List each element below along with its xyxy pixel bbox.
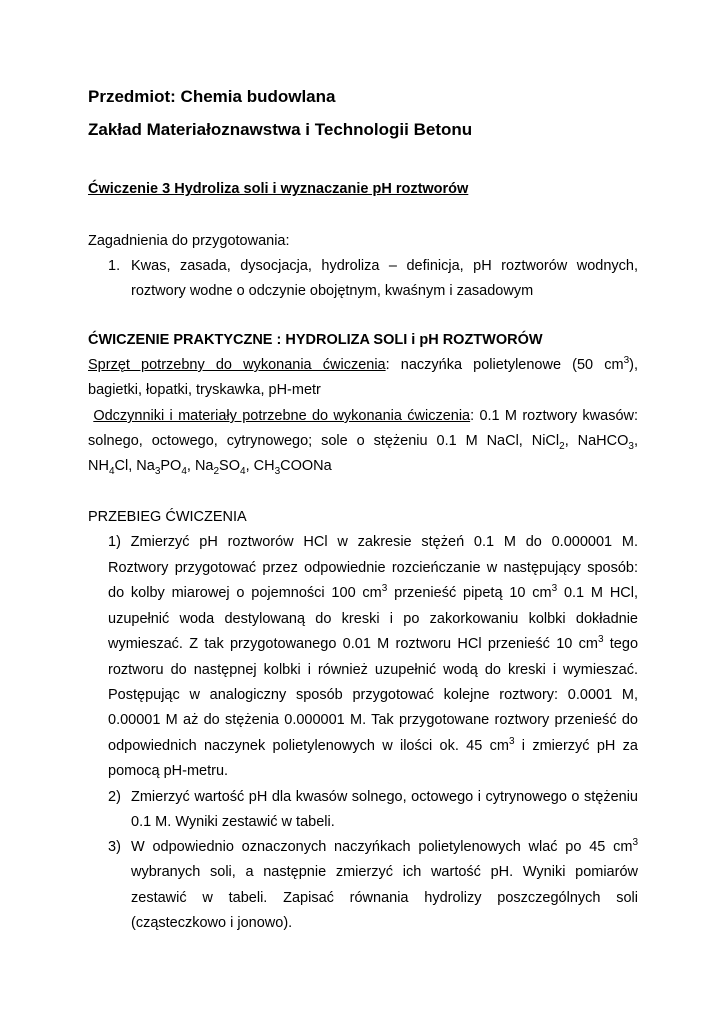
preparation-item-number: 1.	[108, 258, 121, 274]
exercise-title: Ćwiczenie 3 Hydroliza soli i wyznaczanie pH roztworów	[88, 181, 469, 197]
procedure-step-number: 3)	[108, 839, 121, 855]
procedure-step-line: Roztwory przygotować przez odpowiednie rozcieńczanie w następujący sposób:	[108, 560, 638, 576]
preparation-item-line: roztwory wodne o odczynie obojętnym, kwaśnym i zasadowym	[131, 283, 534, 299]
preparation-heading: Zagadnienia do przygotowania:	[88, 233, 290, 249]
reagents-line: $NH_4Cl$, $Na_3PO_4$, $Na_2SO_4$, $CH_3COONa$	[88, 458, 332, 477]
preparation-item-line: Kwas, zasada, dysocjacja, hydroliza – definicja, pH roztworów wodnych,	[131, 258, 638, 274]
procedure-step-line: uzupełnić woda destylowaną do kreski i po zakorkowaniu kolbki dokładnie	[108, 611, 638, 627]
procedure-step-line: Zmierzyć wartość pH dla kwasów solnego, octowego i cytrynowego o stężeniu	[131, 789, 638, 805]
procedure-step-line: 0.00001 M aż do stężenia 0.000001 M. Tak przygotowane roztwory przenieść do	[108, 712, 638, 728]
reagents-label: Odczynniki i materiały potrzebne do wykonania ćwiczenia	[93, 408, 471, 424]
procedure-step-line: pomocą pH-metru.	[108, 763, 229, 779]
subject-title: Przedmiot: Chemia budowlana	[88, 87, 336, 106]
procedure-step-line: wymieszać. Z tak przygotowanego 0.01 M roztworu HCl przenieść 10 $cm^3$ tego	[108, 634, 639, 652]
procedure-step-line: W odpowiednio oznaczonych naczyńkach polietylenowych wlać po 45 $cm^3$	[131, 837, 638, 855]
procedure-heading: PRZEBIEG ĆWICZENIA	[88, 509, 247, 525]
equipment-line: bagietki, łopatki, tryskawka, pH-metr	[88, 382, 321, 398]
department-title: Zakład Materiałoznawstwa i Technologii Betonu	[88, 120, 473, 139]
procedure-step-line: wybranych soli, a następnie zmierzyć ich wartość pH. Wyniki pomiarów	[131, 864, 638, 880]
equipment-label: Sprzęt potrzebny do wykonania ćwiczenia	[88, 357, 386, 373]
equipment-line: Sprzęt potrzebny do wykonania ćwiczenia: naczyńka polietylenowe (50 $cm^3$),	[88, 355, 638, 373]
reagents-line: Odczynniki i materiały potrzebne do wykonania ćwiczenia: 0.1 M roztwory kwasów:	[93, 408, 639, 424]
procedure-step-line: zestawić w tabeli. Zapisać równania hydrolizy poszczególnych soli	[131, 890, 638, 906]
procedure-step-line: (cząsteczkowo i jonowo).	[131, 915, 293, 931]
procedure-step-line: roztworu do następnej kolbki i również uzupełnić wodą do kreski i wymieszać.	[108, 662, 638, 678]
procedure-step-line: Postępując w analogiczny sposób przygotować kolejne roztwory: 0.0001 M,	[108, 687, 638, 703]
practical-heading: ĆWICZENIE PRAKTYCZNE : HYDROLIZA SOLI i pH ROZTWORÓW	[88, 332, 543, 348]
reagents-line: solnego, octowego, cytrynowego; sole o stężeniu 0.1 M NaCl, NiCl$_2$, NaHCO$_3$,	[88, 433, 638, 452]
procedure-step-number: 2)	[108, 789, 121, 805]
procedure-step-line: 1) Zmierzyć pH roztworów HCl w zakresie stężeń 0.1 M do 0.000001 M.	[108, 534, 638, 550]
procedure-step-line: odpowiednich naczynek polietylenowych w ilości ok. 45 $cm^3$ i zmierzyć pH za	[108, 736, 638, 754]
procedure-step-line: do kolby miarowej o pojemności 100 $cm^3$ przenieść pipetą 10 $cm^3$ 0.1 M HCl,	[108, 583, 639, 601]
procedure-step-line: 0.1 M. Wyniki zestawić w tabeli.	[131, 814, 335, 830]
